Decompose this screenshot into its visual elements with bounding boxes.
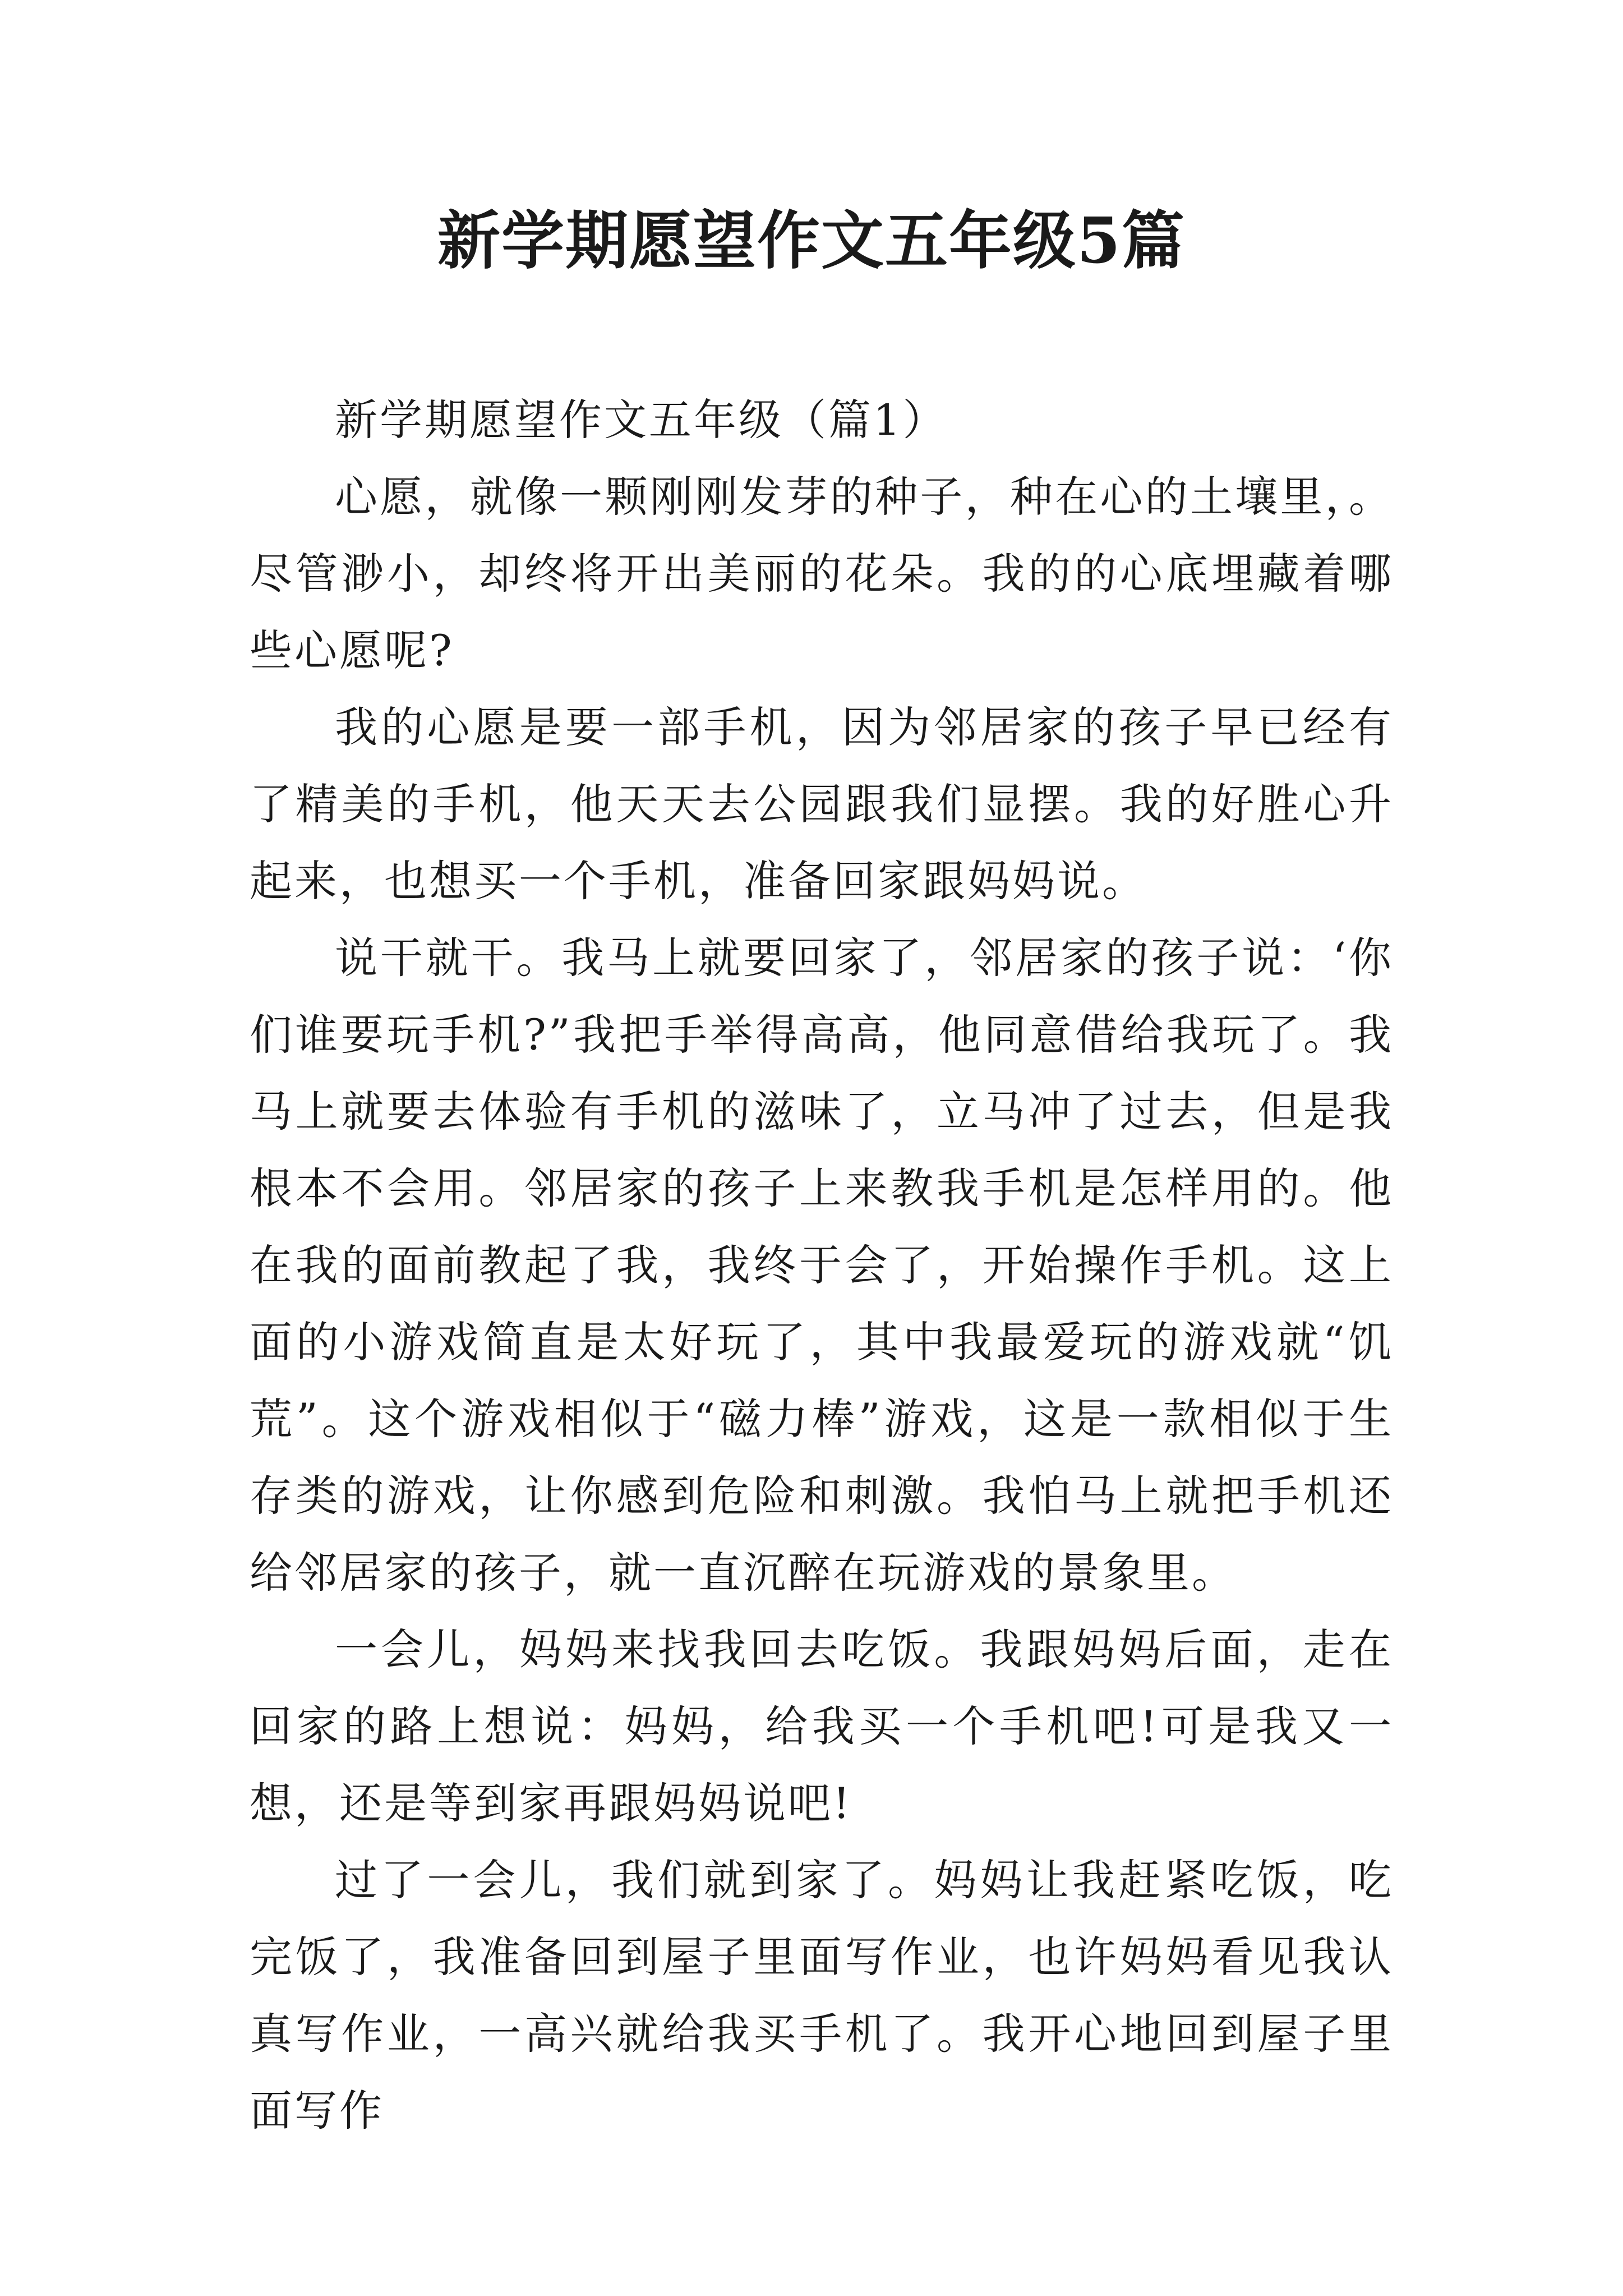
paragraph-5: 过了一会儿，我们就到家了。妈妈让我赶紧吃饭，吃完饭了，我准备回到屋子里面写作业，也许妈妈看见我认真写作业，一高兴就给我买手机了。我开心地回到屋子里面写作 bbox=[250, 1855, 1394, 2136]
document-title: 新学期愿望作文五年级5篇 bbox=[437, 204, 1186, 278]
paragraph-1: 心愿，就像一颗刚刚发芽的种子，种在心的土壤里，。尽管渺小，却终将开出美丽的花朵。我的的心底埋藏着哪些心愿呢? bbox=[250, 472, 1394, 675]
paragraph-4: 一会儿，妈妈来找我回去吃饭。我跟妈妈后面，走在回家的路上想说：妈妈，给我买一个手机吧!可是我又一想，还是等到家再跟妈妈说吧! bbox=[250, 1625, 1394, 1828]
paragraph-3: 说干就干。我马上就要回家了，邻居家的孩子说：‘你们谁要玩手机?”我把手举得高高，他同意借给我玩了。我马上就要去体验有手机的滋味了，立马冲了过去，但是我根本不会用。邻居家的孩子上来教我手机是怎样用的。他在我的面前教起了我，我终于会了，开始操作手机。这上面的小游戏简直是太好玩了，其中我最爱玩的游戏就“饥荒”。这个游戏相似于“磁力棒”游戏，这是一款相似于生存类的游戏，让你感到危险和刺激。我怕马上就把手机还给邻居家的孩子，就一直沉醉在玩游戏的景象里。 bbox=[250, 933, 1394, 1598]
section-heading: 新学期愿望作文五年级（篇1） bbox=[335, 395, 948, 445]
paragraph-2: 我的心愿是要一部手机，因为邻居家的孩子早已经有了精美的手机，他天天去公园跟我们显摆。我的好胜心升起来，也想买一个手机，准备回家跟妈妈说。 bbox=[250, 702, 1394, 906]
document-body bbox=[250, 381, 1394, 2149]
